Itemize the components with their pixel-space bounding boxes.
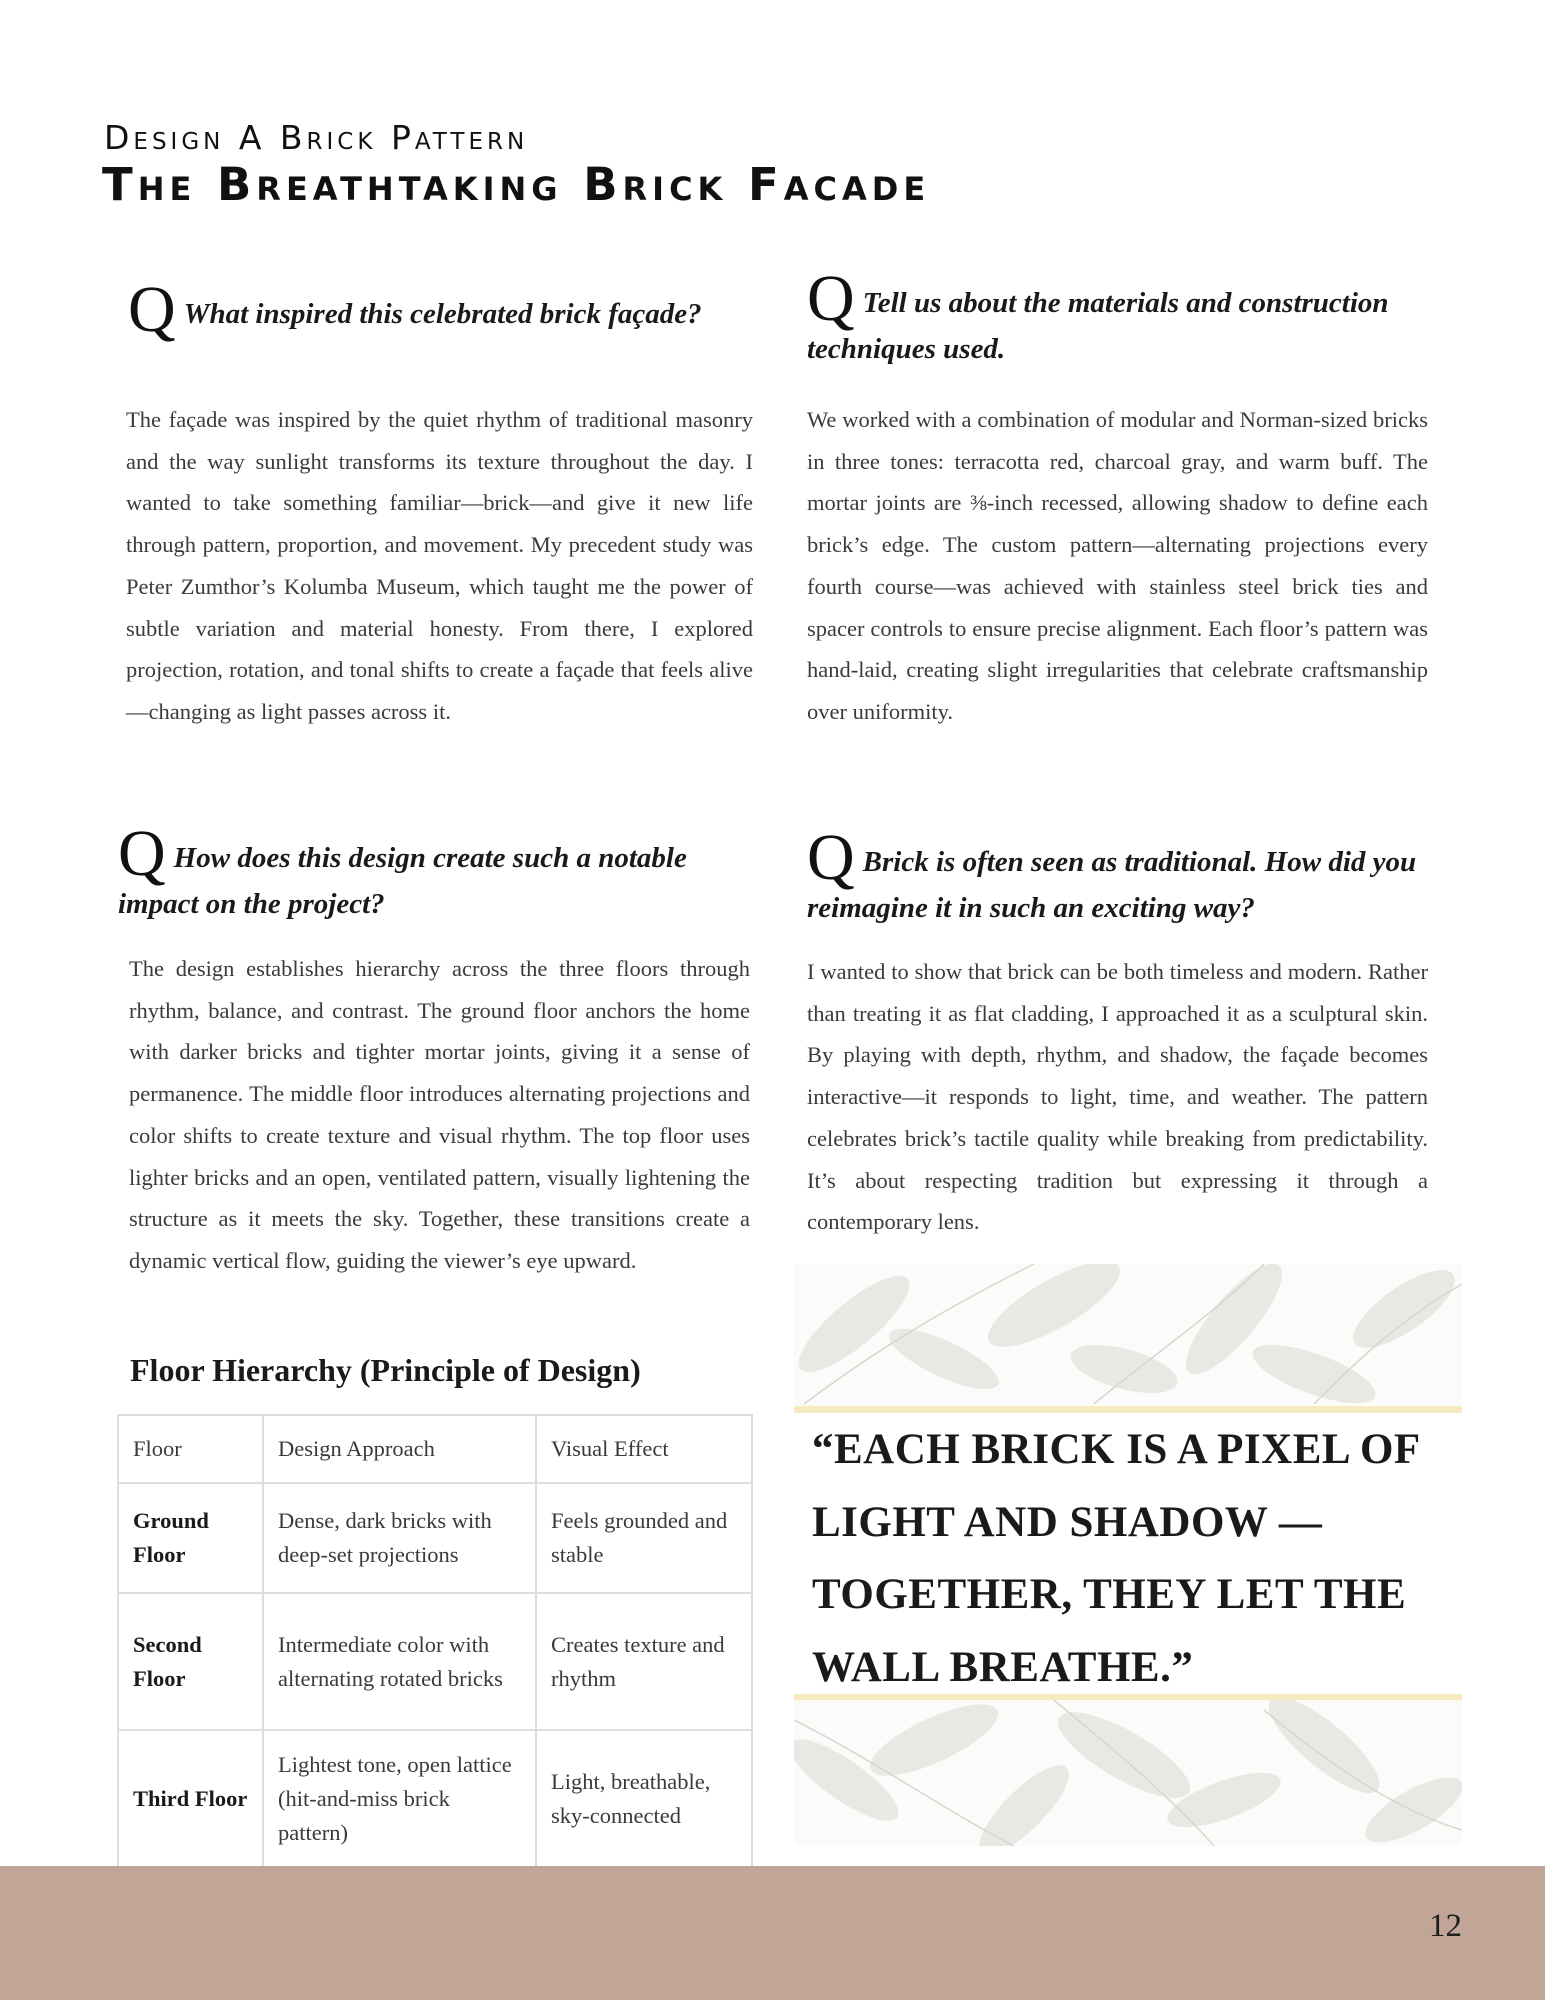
column-header: Design Approach	[263, 1415, 536, 1483]
answer-2: We worked with a combination of modular and Norman-sized bricks in three tones: terracotta red, charcoal gray, and warm buff. The mortar joints are ⅜-inch recessed, allowing shadow to define each brick’s edge. The custom pattern—alternating projections every fourth course—was achieved with stainless steel brick ties and spacer controls to ensure precise alignment. Each floor’s pattern was hand-laid, creating slight irregularities that celebrate craftsmanship over uniformity.	[807, 407, 1428, 724]
visual-effect-cell: Feels grounded and stable	[536, 1483, 752, 1593]
question-2	[807, 262, 1457, 372]
floor-cell: Ground Floor	[118, 1483, 263, 1593]
page-title: The Breathtaking Brick Facade	[102, 158, 931, 211]
question-1-text: What inspired this celebrated brick façade?	[183, 298, 702, 330]
footer-bar	[0, 1866, 1545, 2000]
question-3-text: How does this design create such a notable impact on the project?	[118, 842, 687, 920]
answer-3: The design establishes hierarchy across the three floors through rhythm, balance, and contrast. The ground floor anchors the home with darker bricks and tighter mortar joints, giving it a sense of permanence. The middle floor introduces alternating projections and color shifts to create texture and visual rhythm. The top floor uses lighter bricks and an open, ventilated pattern, visually lightening the structure as it meets the sky. Together, these transitions create a dynamic vertical flow, guiding the viewer’s eye upward.	[129, 956, 750, 1273]
table-row	[118, 1730, 752, 1868]
question-4-text: Brick is often seen as traditional. How did you reimagine it in such an exciting way?	[807, 846, 1417, 924]
leaves-decoration-top	[794, 1264, 1462, 1406]
q-letter: Q	[807, 821, 855, 894]
floor-hierarchy-table	[117, 1414, 753, 1869]
column-header: Floor	[118, 1415, 263, 1483]
pull-quote-card	[794, 1264, 1462, 1846]
gold-divider-top	[794, 1406, 1462, 1413]
visual-effect-cell: Creates texture and rhythm	[536, 1593, 752, 1730]
question-2-text: Tell us about the materials and construction techniques used.	[807, 287, 1389, 365]
table-title: Floor Hierarchy (Principle of Design)	[130, 1352, 641, 1388]
question-3	[118, 817, 758, 927]
design-approach-cell: Lightest tone, open lattice (hit-and-miss brick pattern)	[263, 1730, 536, 1868]
leaves-decoration-bottom	[794, 1700, 1462, 1846]
q-letter: Q	[128, 273, 176, 346]
table-row	[118, 1593, 752, 1730]
q-letter: Q	[807, 262, 855, 335]
pull-quote-text: “EACH BRICK IS A PIXEL OF LIGHT AND SHADOW — TOGETHER, THEY LET THE WALL BREATHE.”	[812, 1426, 1420, 1691]
q-letter: Q	[118, 817, 166, 890]
answer-4: I wanted to show that brick can be both timeless and modern. Rather than treating it as flat cladding, I approached it as a sculptural skin. By playing with depth, rhythm, and shadow, the façade becomes interactive—it responds to light, time, and weather. The pattern celebrates brick’s tactile quality while breaking from predictability. It’s about respecting tradition but expressing it through a contemporary lens.	[807, 959, 1428, 1235]
column-header: Visual Effect	[536, 1415, 752, 1483]
section-kicker: Design A Brick Pattern	[104, 118, 529, 157]
floor-cell: Third Floor	[118, 1730, 263, 1868]
question-1	[128, 273, 748, 346]
design-approach-cell: Dense, dark bricks with deep-set projections	[263, 1483, 536, 1593]
question-4	[807, 821, 1457, 931]
page-number: 12	[1429, 1908, 1462, 1944]
table-header-row	[118, 1415, 752, 1483]
design-approach-cell: Intermediate color with alternating rotated bricks	[263, 1593, 536, 1730]
answer-1: The façade was inspired by the quiet rhythm of traditional masonry and the way sunlight transforms its texture throughout the day. I wanted to take something familiar—brick—and give it new life through pattern, proportion, and movement. My precedent study was Peter Zumthor’s Kolumba Museum, which taught me the power of subtle variation and material honesty. From there, I explored projection, rotation, and tonal shifts to create a façade that feels alive—changing as light passes across it.	[126, 407, 753, 724]
floor-cell: Second Floor	[118, 1593, 263, 1730]
table-row	[118, 1483, 752, 1593]
visual-effect-cell: Light, breathable, sky-connected	[536, 1730, 752, 1868]
